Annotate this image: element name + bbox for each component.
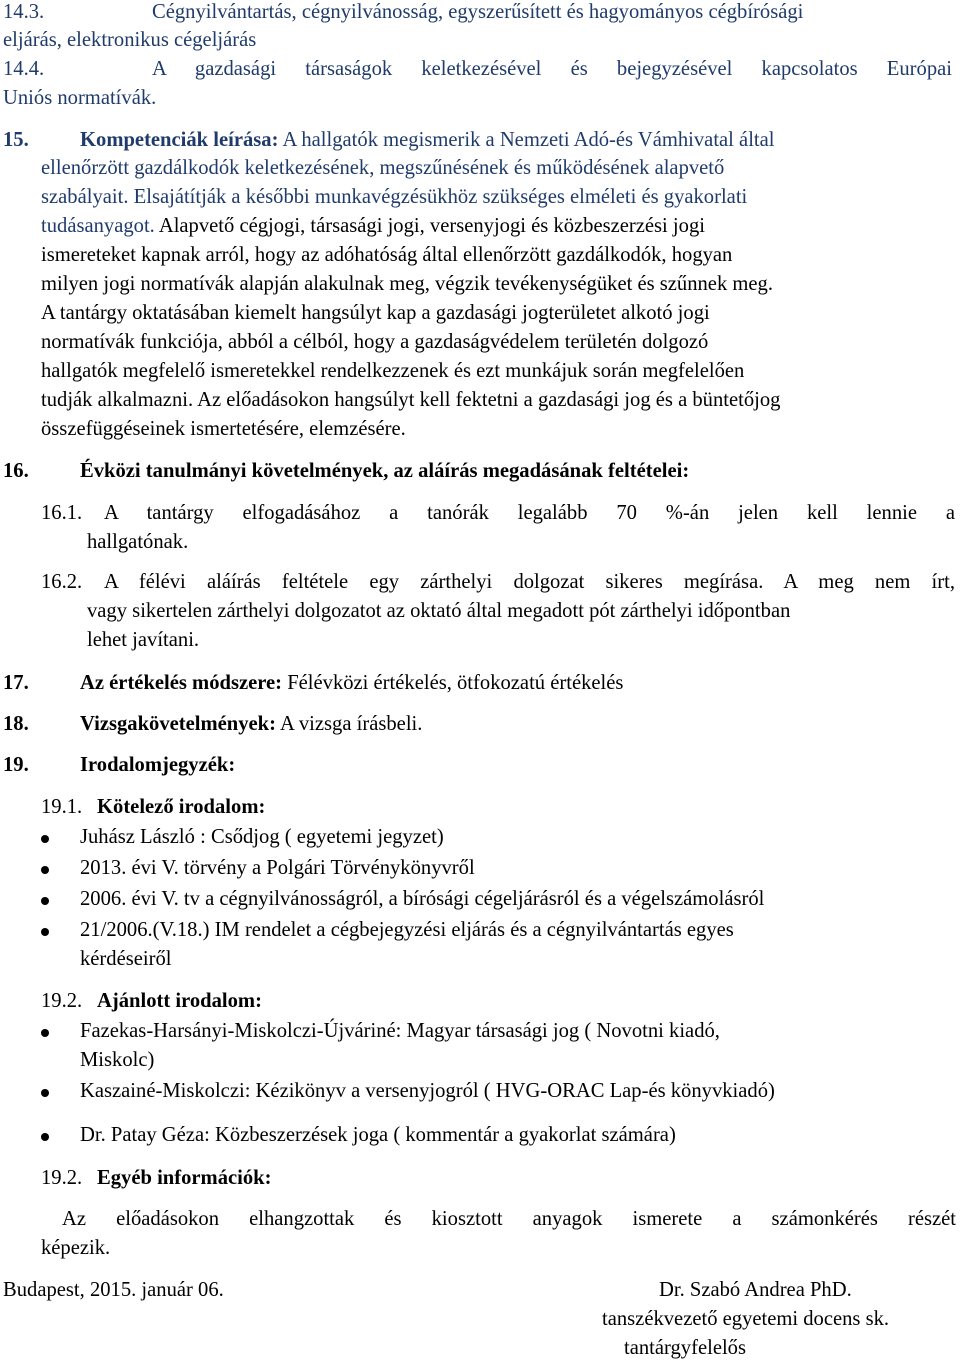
section-15-line11: összefüggéseinek ismertetésére, elemzésére.: [41, 418, 406, 440]
section-17-line: Az értékelés módszere: Félévközi értékelés, ötfokozatú értékelés: [80, 672, 624, 694]
item-14-4-line1: A gazdasági társaságok keletkezésével és bejegyzésével kapcsolatos Európai: [152, 58, 952, 80]
required-item-2: 2013. évi V. törvény a Polgári Törvénykönyvről: [80, 857, 475, 879]
signatory-name: Dr. Szabó Andrea PhD.: [659, 1279, 852, 1301]
section-15-line9: hallgatók megfelelő ismeretekkel rendelkezzenek és ezt munkájuk során megfelelően: [41, 360, 745, 382]
section-15-line1: Kompetenciák leírása: A hallgatók megismerik a Nemzeti Adó-és Vámhivatal által: [80, 129, 775, 151]
place-and-date: Budapest, 2015. január 06.: [3, 1279, 224, 1301]
section-19-number: 19.: [3, 754, 29, 776]
other-information-line2: képezik.: [41, 1237, 111, 1259]
signatory-title-1: tanszékvezető egyetemi docens sk.: [602, 1308, 890, 1330]
section-15-line2: ellenőrzött gazdálkodók keletkezésének, megszűnésének és működésének alapvető: [41, 157, 725, 179]
item-number-14-3: 14.3.: [3, 1, 45, 23]
required-item-4-line2: kérdéseiről: [80, 948, 172, 970]
recommended-item-3: Dr. Patay Géza: Közbeszerzések joga ( kommentár a gyakorlat számára): [80, 1124, 676, 1146]
recommended-item-2: Kaszainé-Miskolczi: Kézikönyv a versenyjogról ( HVG-ORAC Lap-és könyvkiadó): [80, 1080, 775, 1102]
section-18-heading: Vizsgakövetelmények:: [80, 713, 276, 735]
item-number-19-2: 19.2.: [41, 990, 83, 1012]
section-15-line10: tudják alkalmazni. Az előadásokon hangsúlyt kell fektetni a gazdasági jog és a büntetőjog: [41, 389, 781, 411]
other-information-line1: Az előadásokon elhangzottak és kiosztott anyagok ismerete a számonkérés részét: [62, 1208, 956, 1230]
required-item-1: Juhász László : Csődjog ( egyetemi jegyzet): [80, 826, 444, 848]
item-number-19-1: 19.1.: [41, 796, 83, 818]
subheading-recommended-literature: Ajánlott irodalom:: [97, 990, 262, 1012]
recommended-item-1-line2: Miskolc): [80, 1049, 155, 1071]
bullet-icon: [41, 1133, 49, 1141]
item-14-3-line1: Cégnyilvántartás, cégnyilvánosság, egyszerűsített és hagyományos cégbírósági: [152, 1, 804, 23]
item-16-2-line3: lehet javítani.: [87, 629, 200, 651]
required-item-3: 2006. évi V. tv a cégnyilvánosságról, a bírósági cégeljárásról és a végelszámolásról: [80, 888, 765, 910]
section-19-heading: Irodalomjegyzék:: [80, 754, 236, 776]
section-15-line4: tudásanyagot. Alapvető cégjogi, társasági jogi, versenyjogi és közbeszerzési jogi: [41, 215, 705, 237]
bullet-icon: [41, 835, 49, 843]
item-14-4-line2: Uniós normatívák.: [3, 87, 157, 109]
signatory-title-2: tantárgyfelelős: [624, 1337, 746, 1359]
bullet-icon: [41, 1089, 49, 1097]
item-number-14-4: 14.4.: [3, 58, 45, 80]
item-16-2-line1: A félévi aláírás feltétele egy zárthelyi dolgozat sikeres megírása. A meg nem írt,: [104, 571, 955, 593]
item-number-16-1: 16.1.: [41, 502, 83, 524]
item-16-1-line2: hallgatónak.: [87, 531, 189, 553]
section-15-number: 15.: [3, 129, 29, 151]
section-16-heading: Évközi tanulmányi követelmények, az aláírás megadásának feltételei:: [80, 460, 690, 482]
bullet-icon: [41, 897, 49, 905]
item-14-3-line2: eljárás, elektronikus cégeljárás: [3, 29, 257, 51]
bullet-icon: [41, 866, 49, 874]
section-18-number: 18.: [3, 713, 29, 735]
item-number-16-2: 16.2.: [41, 571, 83, 593]
section-15-line8: normatívák funkciója, abból a célból, hogy a gazdaságvédelem területén dolgozó: [41, 331, 709, 353]
recommended-item-1-line1: Fazekas-Harsányi-Miskolczi-Újváriné: Magyar társasági jog ( Novotni kiadó,: [80, 1020, 720, 1042]
section-15-heading: Kompetenciák leírása:: [80, 129, 279, 151]
bullet-icon: [41, 928, 49, 936]
section-15-line7: A tantárgy oktatásában kiemelt hangsúlyt kap a gazdasági jogterületet alkotó jogi: [41, 302, 710, 324]
subheading-required-literature: Kötelező irodalom:: [97, 796, 266, 818]
section-17-number: 17.: [3, 672, 29, 694]
item-16-1-line1: A tantárgy elfogadásához a tanórák legalább 70 %-án jelen kell lennie a: [104, 502, 955, 524]
section-17-heading: Az értékelés módszere:: [80, 672, 283, 694]
item-16-2-line2: vagy sikertelen zárthelyi dolgozatot az oktató által megadott pót zárthelyi időpontban: [87, 600, 791, 622]
item-number-19-2-other: 19.2.: [41, 1167, 83, 1189]
section-15-line3: szabályait. Elsajátítják a későbbi munkavégzésükhöz szükséges elméleti és gyakorlati: [41, 186, 748, 208]
bullet-icon: [41, 1029, 49, 1037]
section-15-line5: ismereteket kapnak arról, hogy az adóhatóság által ellenőrzött gazdálkodók, hogyan: [41, 244, 733, 266]
section-16-number: 16.: [3, 460, 29, 482]
subheading-other-information: Egyéb információk:: [97, 1167, 272, 1189]
required-item-4-line1: 21/2006.(V.18.) IM rendelet a cégbejegyzési eljárás és a cégnyilvántartás egyes: [80, 919, 734, 941]
section-18-line: Vizsgakövetelmények: A vizsga írásbeli.: [80, 713, 423, 735]
section-15-line6: milyen jogi normatívák alapján alakulnak meg, végzik tevékenységüket és szűnnek meg.: [41, 273, 773, 295]
